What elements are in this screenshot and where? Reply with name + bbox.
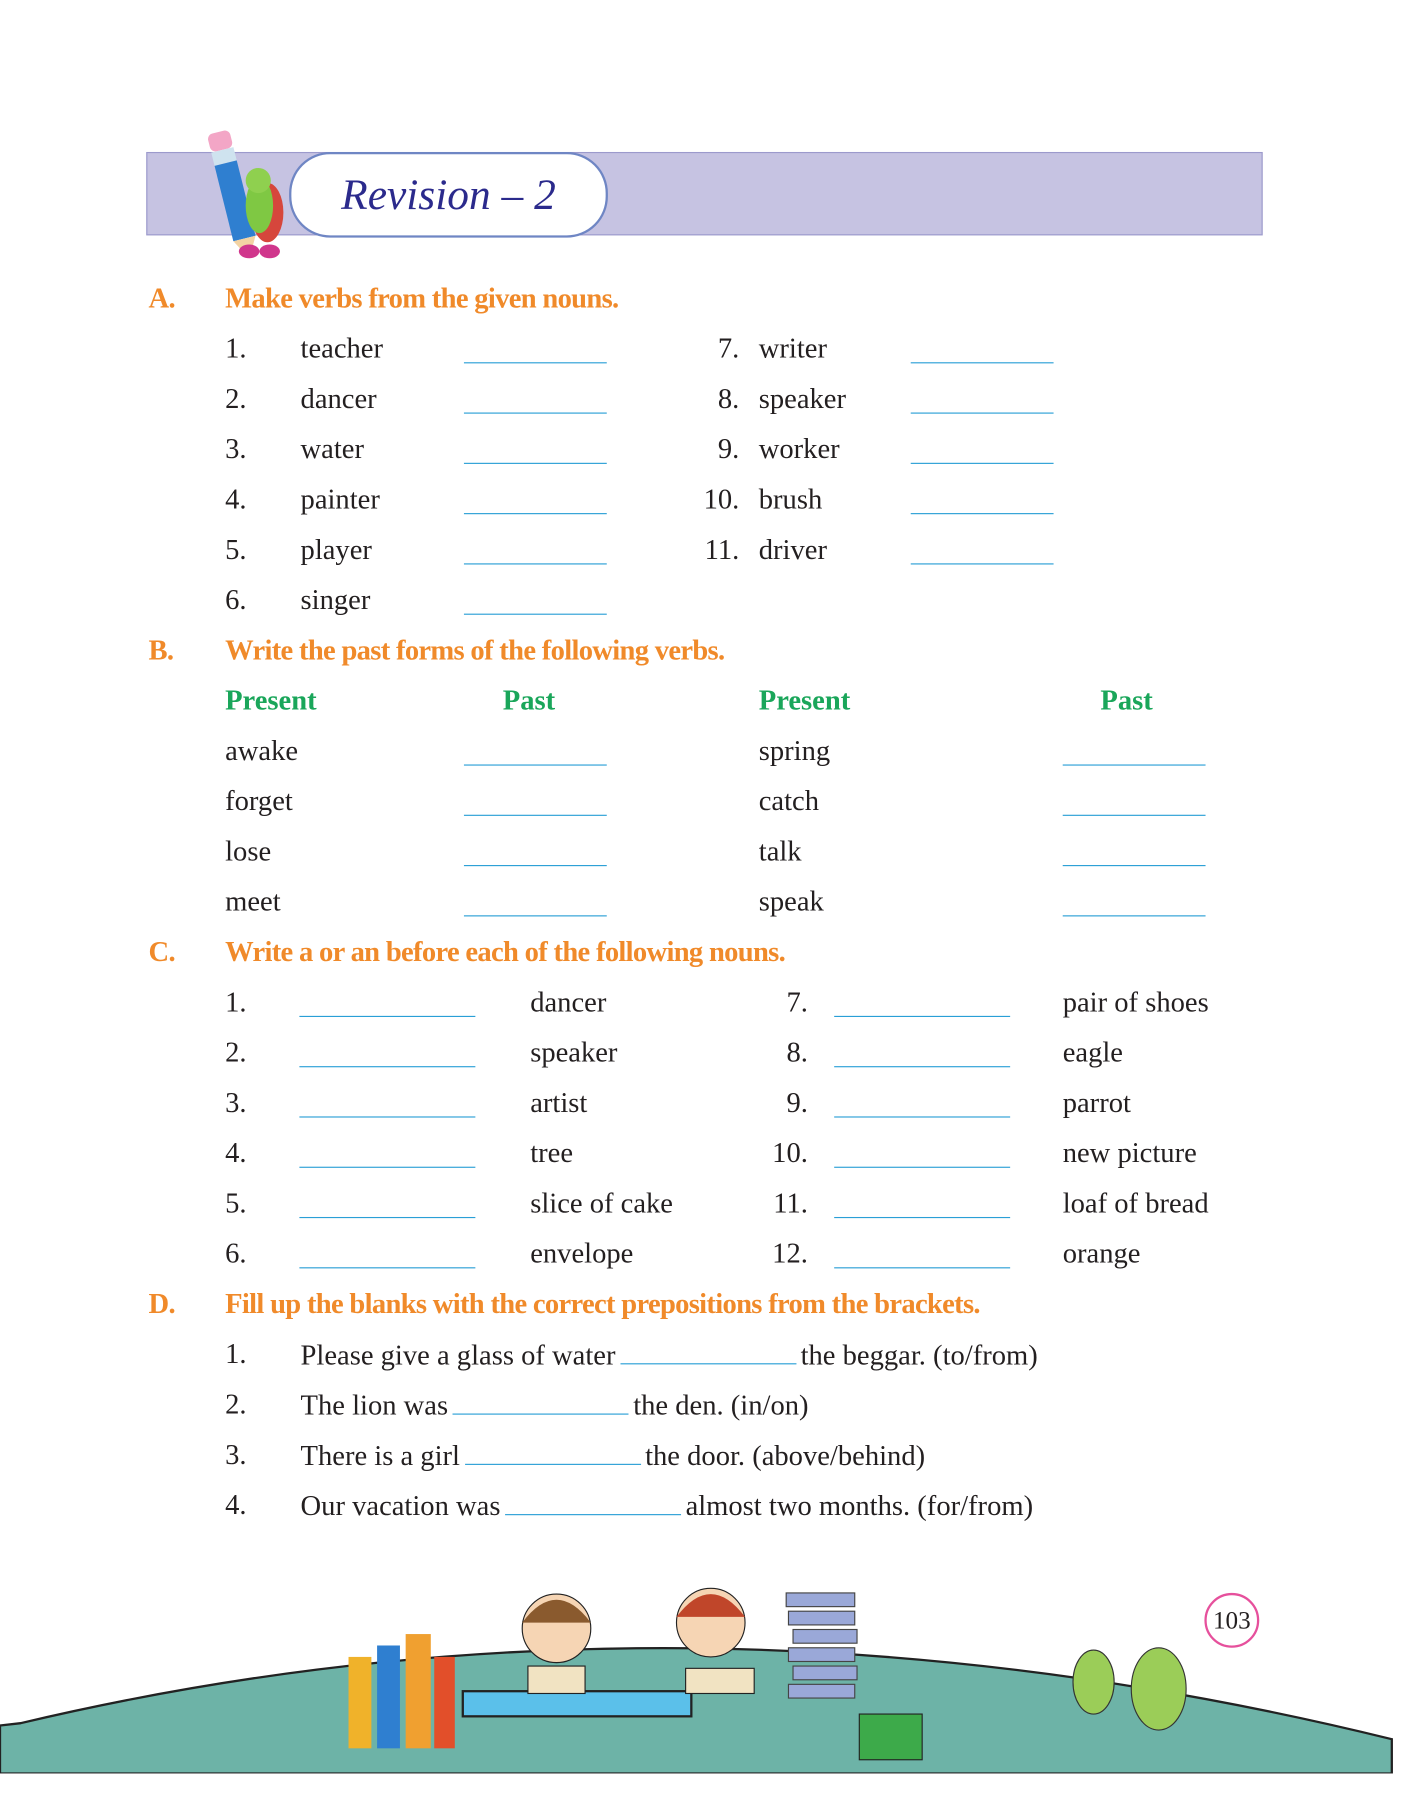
answer-blank[interactable] (453, 1388, 629, 1414)
item-number: 10. (703, 484, 740, 516)
noun-word: painter (300, 484, 380, 516)
answer-blank[interactable] (620, 1338, 796, 1364)
section-letter: C. (148, 937, 175, 968)
noun-word: dancer (300, 383, 377, 415)
column-header: Past (502, 685, 556, 717)
section-letter: A. (148, 283, 175, 315)
noun-word: dancer (530, 987, 607, 1019)
item-number: 4. (225, 1138, 247, 1169)
sentence-end: the door. (above/behind) (645, 1440, 926, 1472)
classroom-illustration (0, 1577, 1417, 1800)
item-number: 2. (225, 1037, 247, 1069)
present-verb: awake (225, 735, 299, 767)
present-verb: lose (225, 836, 272, 868)
present-verb: spring (758, 735, 831, 767)
item-number: 7. (717, 333, 740, 365)
item-number: 3. (225, 1439, 247, 1471)
item-number: 6. (225, 1238, 247, 1270)
answer-blank[interactable] (911, 463, 1054, 464)
noun-word: teacher (300, 333, 383, 365)
present-verb: speak (758, 886, 824, 918)
answer-blank[interactable] (1063, 865, 1206, 866)
page-number: 103 (1204, 1593, 1259, 1648)
answer-blank[interactable] (834, 1167, 1010, 1168)
noun-word: water (300, 434, 364, 466)
item-number: 6. (225, 585, 247, 616)
noun-word: speaker (758, 383, 846, 415)
answer-blank[interactable] (299, 1116, 475, 1117)
column-header: Present (225, 685, 317, 717)
pencil-bug-mascot-icon (197, 123, 300, 262)
answer-blank[interactable] (464, 614, 607, 615)
item-number: 8. (786, 1037, 808, 1069)
answer-blank[interactable] (1063, 915, 1206, 916)
noun-word: tree (530, 1138, 574, 1169)
answer-blank[interactable] (464, 463, 607, 464)
noun-word: loaf of bread (1062, 1188, 1209, 1220)
noun-word: slice of cake (530, 1188, 673, 1220)
item-number: 2. (225, 383, 247, 415)
item-number: 3. (225, 434, 247, 466)
answer-blank[interactable] (911, 362, 1054, 363)
answer-blank[interactable] (834, 1217, 1010, 1218)
noun-word: eagle (1062, 1037, 1123, 1069)
present-verb: talk (758, 836, 802, 868)
answer-blank[interactable] (465, 1439, 641, 1465)
answer-blank[interactable] (299, 1016, 475, 1017)
sentence (301, 1388, 809, 1423)
answer-blank[interactable] (464, 915, 607, 916)
noun-word: parrot (1062, 1087, 1131, 1119)
noun-word: singer (300, 585, 371, 616)
section-heading: Fill up the blanks with the correct prepositions from the brackets. (225, 1288, 980, 1320)
section-letter: B. (148, 635, 174, 667)
item-number: 8. (717, 383, 740, 415)
sentence-start: Our vacation was (300, 1491, 501, 1523)
noun-word: orange (1062, 1238, 1141, 1270)
present-verb: meet (225, 886, 281, 918)
answer-blank[interactable] (464, 865, 607, 866)
answer-blank[interactable] (299, 1167, 475, 1168)
sentence (301, 1338, 1038, 1373)
answer-blank[interactable] (834, 1267, 1010, 1268)
noun-word: player (300, 534, 372, 566)
section-heading: Write the past forms of the following verbs. (225, 635, 725, 667)
item-number: 9. (786, 1087, 808, 1119)
item-number: 4. (225, 484, 247, 516)
answer-blank[interactable] (464, 362, 607, 363)
item-number: 11. (773, 1188, 808, 1220)
item-number: 5. (225, 1188, 247, 1220)
column-header: Present (758, 685, 851, 717)
section-heading: Write a or an before each of the following nouns. (225, 937, 786, 968)
item-number: 12. (772, 1238, 808, 1270)
item-number: 1. (225, 987, 247, 1019)
answer-blank[interactable] (464, 413, 607, 414)
item-number: 7. (786, 987, 808, 1019)
section-letter: D. (148, 1288, 175, 1320)
noun-word: new picture (1062, 1138, 1197, 1169)
sentence-start: There is a girl (300, 1440, 460, 1472)
noun-word: pair of shoes (1062, 987, 1209, 1019)
present-verb: catch (758, 786, 820, 818)
answer-blank[interactable] (505, 1489, 681, 1515)
answer-blank[interactable] (911, 563, 1054, 564)
answer-blank[interactable] (1063, 815, 1206, 816)
sentence (301, 1489, 1034, 1524)
answer-blank[interactable] (299, 1217, 475, 1218)
answer-blank[interactable] (299, 1267, 475, 1268)
present-verb: forget (225, 786, 293, 818)
page-title: Revision – 2 (289, 152, 608, 238)
answer-blank[interactable] (464, 513, 607, 514)
noun-word: writer (758, 333, 827, 365)
item-number: 3. (225, 1087, 247, 1119)
answer-blank[interactable] (464, 563, 607, 564)
noun-word: driver (758, 534, 827, 566)
answer-blank[interactable] (834, 1016, 1010, 1017)
noun-word: worker (758, 434, 840, 466)
column-header: Past (1100, 685, 1153, 717)
answer-blank[interactable] (911, 413, 1054, 414)
item-number: 4. (225, 1490, 247, 1521)
answer-blank[interactable] (464, 815, 607, 816)
sentence-start: The lion was (300, 1390, 449, 1422)
sentence-end: the beggar. (to/from) (800, 1340, 1038, 1372)
answer-blank[interactable] (911, 513, 1054, 514)
item-number: 1. (225, 333, 247, 365)
section-heading: Make verbs from the given nouns. (225, 283, 619, 315)
answer-blank[interactable] (834, 1066, 1010, 1067)
item-number: 5. (225, 534, 247, 566)
item-number: 10. (772, 1138, 808, 1169)
sentence-end: the den. (in/on) (633, 1390, 809, 1422)
item-number: 9. (717, 434, 740, 466)
item-number: 2. (225, 1389, 247, 1421)
noun-word: brush (758, 484, 823, 516)
noun-word: artist (530, 1087, 588, 1119)
answer-blank[interactable] (464, 764, 607, 765)
sentence-start: Please give a glass of water (300, 1340, 616, 1372)
item-number: 1. (225, 1339, 247, 1371)
noun-word: speaker (530, 1037, 618, 1069)
answer-blank[interactable] (1063, 764, 1206, 765)
item-number: 11. (704, 534, 740, 566)
sentence-end: almost two months. (for/from) (685, 1491, 1034, 1523)
sentence (301, 1439, 926, 1474)
answer-blank[interactable] (299, 1066, 475, 1067)
noun-word: envelope (530, 1238, 634, 1270)
answer-blank[interactable] (834, 1116, 1010, 1117)
